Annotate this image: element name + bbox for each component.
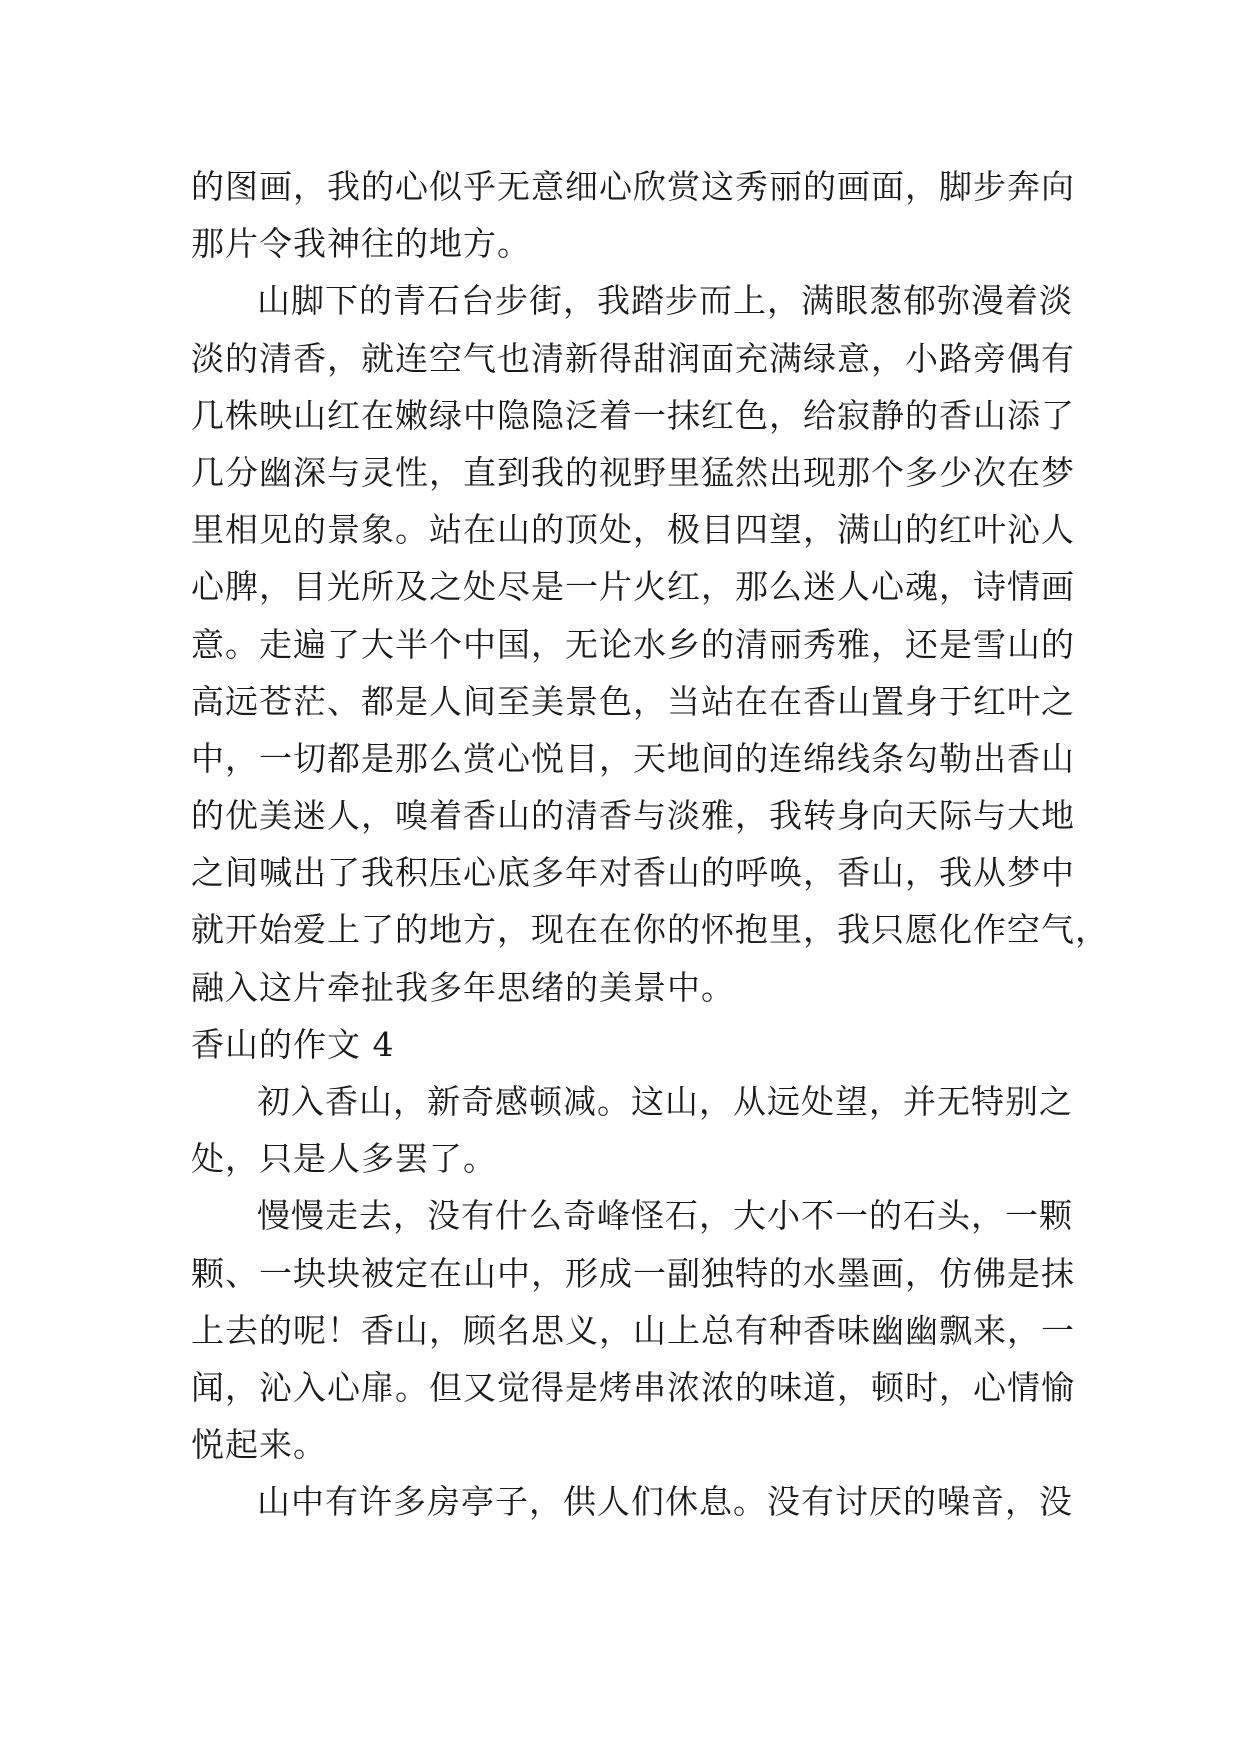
text-line: 心脾，目光所及之处尽是一片火红，那么迷人心魂，诗情画 [191,567,1075,607]
text-line: 几分幽深与灵性，直到我的视野里猛然出现那个多少次在梦 [191,452,1075,492]
text-line: 山脚下的青石台步街，我踏步而上，满眼葱郁弥漫着淡 [257,281,1073,321]
document-body [191,158,1109,1531]
paragraph-2 [191,272,1109,1015]
text-line: 的图画，我的心似乎无意细心欣赏这秀丽的画面，脚步奔向 [191,167,1075,206]
text-line: 闻，沁入心扉。但又觉得是烤串浓浓的味道，顿时，心情愉 [191,1367,1075,1407]
text-line: 上去的呢！香山，顾名思义，山上总有种香味幽幽飘来，一 [191,1310,1075,1350]
paragraph-4 [191,1187,1075,1473]
paragraph-1 [191,158,1075,272]
text-line: 山中有许多房亭子，供人们休息。没有讨厌的噪音，没 [257,1482,1073,1522]
paragraph-3 [191,1073,1073,1187]
paragraph-5 [191,1473,1073,1530]
text-line: 慢慢走去，没有什么奇峰怪石，大小不一的石头，一颗 [257,1196,1073,1236]
text-line: 就开始爱上了的地方，现在在你的怀抱里，我只愿化作空气， [191,910,1109,950]
text-line: 意。走遍了大半个中国，无论水乡的清丽秀雅，还是雪山的 [191,624,1075,664]
text-line: 高远苍茫、都是人间至美景色，当站在在香山置身于红叶之 [191,681,1075,721]
text-line: 初入香山，新奇感顿减。这山，从远处望，并无特别之 [257,1082,1073,1121]
section-heading: 香山的作文 4 [191,1024,395,1064]
text-line: 之间喊出了我积压心底多年对香山的呼唤，香山，我从梦中 [191,853,1075,893]
text-line: 中，一切都是那么赏心悦目，天地间的连绵线条勾勒出香山 [191,738,1075,778]
text-line: 那片令我神往的地方。 [191,224,531,264]
text-line: 淡的清香，就连空气也清新得甜润面充满绿意，小路旁偶有 [191,338,1075,378]
text-line: 的优美迷人，嗅着香山的清香与淡雅，我转身向天际与大地 [191,796,1075,836]
text-line: 颗、一块块被定在山中，形成一副独特的水墨画，仿佛是抹 [191,1253,1075,1293]
text-line: 里相见的景象。站在山的顶处，极目四望，满山的红叶沁人 [191,510,1075,550]
text-line: 几株映山红在嫩绿中隐隐泛着一抹红色，给寂静的香山添了 [191,395,1075,435]
text-line: 处，只是人多罢了。 [191,1139,497,1179]
text-line: 悦起来。 [191,1425,327,1465]
text-line: 融入这片牵扯我多年思绪的美景中。 [191,967,735,1007]
